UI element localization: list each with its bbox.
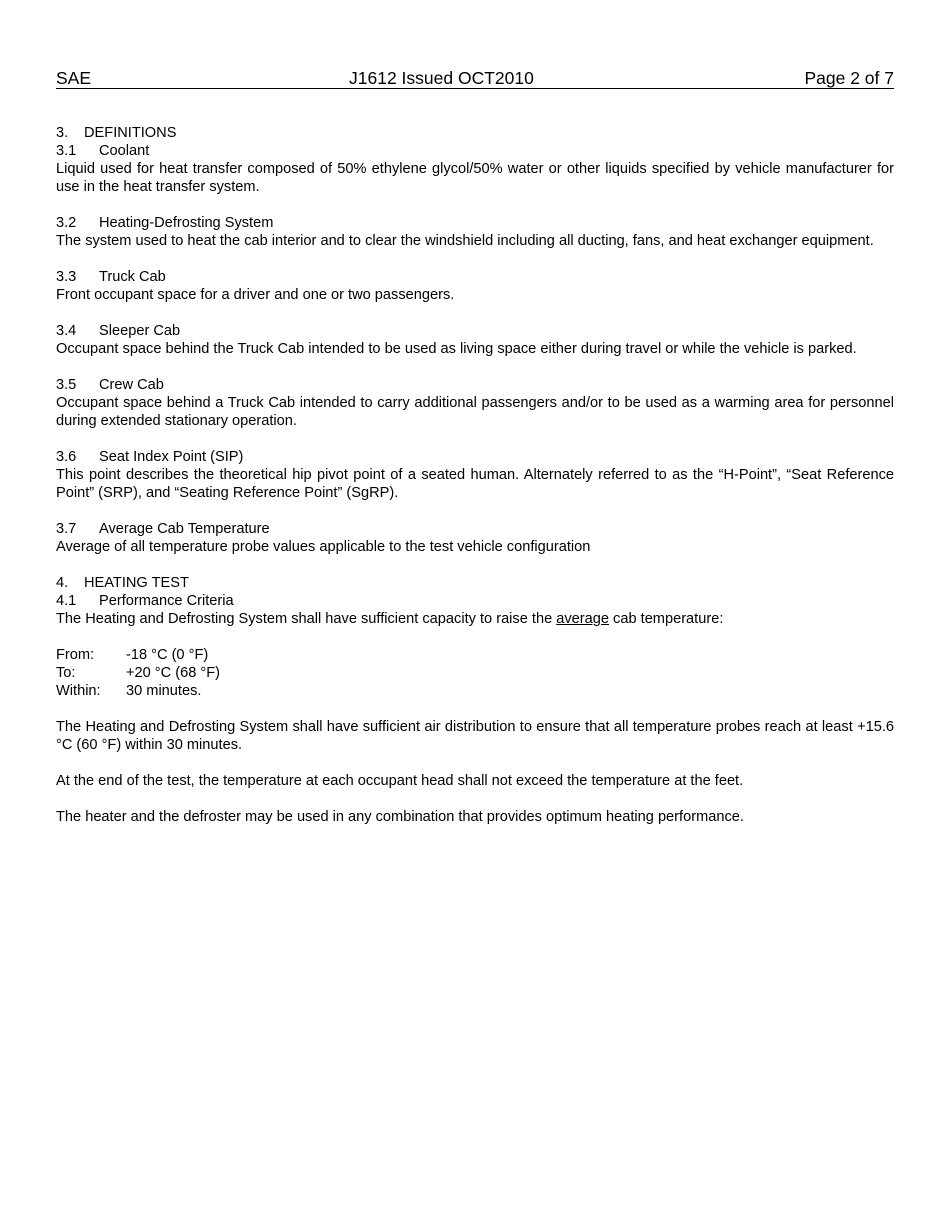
definition-text: Occupant space behind the Truck Cab intended to be used as living space either during travel or while the vehicle is parked. xyxy=(56,341,857,357)
section-heading: 3. DEFINITIONS xyxy=(56,125,177,141)
criteria-intro: The Heating and Defrosting System shall have sufficient capacity to raise the average cab temperature: xyxy=(56,611,724,627)
definition-text: Average of all temperature probe values applicable to the test vehicle configuration xyxy=(56,539,591,555)
definition-text: Liquid used for heat transfer composed of 50% ethylene glycol/50% water or other liquids specified by vehicle manufacturer for use in the heat transfer system. xyxy=(56,161,894,195)
paragraph: At the end of the test, the temperature at each occupant head shall not exceed the temperature at the feet. xyxy=(56,773,744,789)
definition-text: The system used to heat the cab interior and to clear the windshield including all ducting, fans, and heat exchanger equipment. xyxy=(56,233,874,249)
subsection-heading: 3.4 Sleeper Cab xyxy=(56,323,181,339)
document-body xyxy=(56,124,894,844)
subsection-heading: 3.3 Truck Cab xyxy=(56,269,166,285)
subsection-heading: 3.2 Heating-Defrosting System xyxy=(56,215,274,231)
subsection-heading: 3.5 Crew Cab xyxy=(56,377,164,393)
paragraph: The Heating and Defrosting System shall have sufficient air distribution to ensure that all temperature probes reach at least +15.6 °C (60 °F) within 30 minutes. xyxy=(56,719,894,753)
underlined-term: average xyxy=(556,611,609,627)
subsection-heading: 3.6 Seat Index Point (SIP) xyxy=(56,449,244,465)
criteria-row: Within: 30 minutes. xyxy=(56,683,202,699)
header-org: SAE xyxy=(56,68,92,88)
subsection-heading: 3.1 Coolant xyxy=(56,143,150,159)
temperature-criteria xyxy=(56,646,220,700)
subsection-heading: 3.7 Average Cab Temperature xyxy=(56,521,270,537)
subsection-heading: 4.1 Performance Criteria xyxy=(56,593,234,609)
definition-text: This point describes the theoretical hip pivot point of a seated human. Alternately referred to as the “H-Point”, “Seat Reference Point” (SRP), and “Seating Reference Point” (SgRP). xyxy=(56,467,894,501)
header-page-number: Page 2 of 7 xyxy=(804,68,894,88)
header-doc-id: J1612 Issued OCT2010 xyxy=(349,68,534,88)
definition-text: Occupant space behind a Truck Cab intended to carry additional passengers and/or to be used as a warming area for personnel during extended stationary operation. xyxy=(56,395,894,429)
criteria-row: To: +20 °C (68 °F) xyxy=(56,665,220,681)
definition-text: Front occupant space for a driver and one or two passengers. xyxy=(56,287,455,303)
criteria-row: From: -18 °C (0 °F) xyxy=(56,647,209,663)
page-header xyxy=(56,68,894,89)
section-heading: 4. HEATING TEST xyxy=(56,575,189,591)
paragraph: The heater and the defroster may be used in any combination that provides optimum heating performance. xyxy=(56,809,744,825)
